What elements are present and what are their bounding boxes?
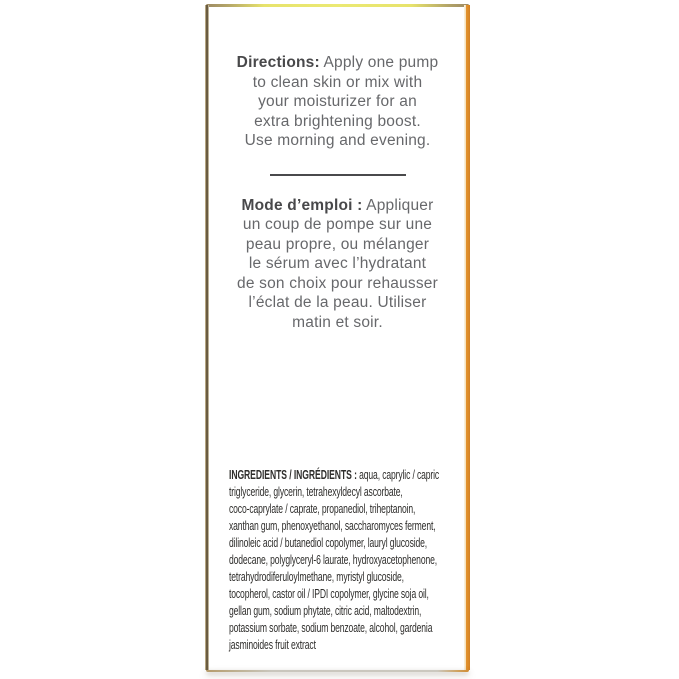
directions-line: extra brightening boost. [254, 112, 421, 130]
mode-line: matin et soir. [292, 313, 383, 331]
directions-fr [205, 196, 470, 333]
section-divider [270, 174, 406, 176]
mode-line1-rest: Appliquer [362, 196, 434, 214]
ingredients-line: jasminoides fruit extract [229, 637, 316, 652]
mode-line: peau propre, ou mélanger [245, 235, 430, 253]
mode-line: l’éclat de la peau. Utiliser [248, 294, 427, 311]
mode-line: un coup de pompe sur une [242, 216, 433, 233]
directions-line: to clean skin or mix with [252, 73, 423, 91]
ingredients-line: coco-caprylate / caprate, propanediol, triheptanoin, [229, 501, 416, 516]
ingredients-line: dodecane, polyglyceryl-6 laurate, hydroxyacetophenone, [229, 552, 437, 567]
ingredients-line: tetrahydrodiferuloylmethane, myristyl glucoside, [229, 569, 404, 584]
ingredients-line [229, 466, 453, 483]
directions-line: Use morning and evening. [244, 132, 431, 149]
ingredients-line: dilinoleic acid / butanediol copolymer, lauryl glucoside, [229, 535, 428, 550]
directions-line: your moisturizer for an [258, 93, 417, 110]
ingredients-label: INGREDIENTS / INGRÉDIENTS : [229, 467, 357, 482]
mode-line: de son choix pour rehausser [237, 274, 438, 292]
panel-content [205, 4, 470, 672]
directions-en [205, 4, 470, 151]
directions-line [205, 53, 470, 73]
directions-line1-rest: Apply one pump [319, 54, 439, 71]
directions-label: Directions: [236, 54, 320, 71]
ingredients-line: gellan gum, sodium phytate, citric acid, maltodextrin, [229, 603, 422, 618]
ingredients-line: triglyceride, glycerin, tetrahexyldecyl ascorbate, [229, 484, 403, 499]
carton-side-panel [205, 4, 470, 672]
ingredients-line: xanthan gum, phenoxyethanol, saccharomyces ferment, [229, 518, 436, 533]
ingredients-line: potassium sorbate, sodium benzoate, alcohol, gardenia [229, 620, 433, 635]
mode-label: Mode d’emploi : [241, 196, 363, 214]
ingredients-list [229, 466, 453, 653]
ingredients-line: tocopherol, castor oil / IPDI copolymer, glycine soja oil, [229, 586, 429, 601]
mode-line: le sérum avec l’hydratant [248, 255, 427, 272]
mode-line [205, 196, 470, 216]
ingredients-line1-rest: aqua, caprylic / capric [356, 467, 440, 482]
